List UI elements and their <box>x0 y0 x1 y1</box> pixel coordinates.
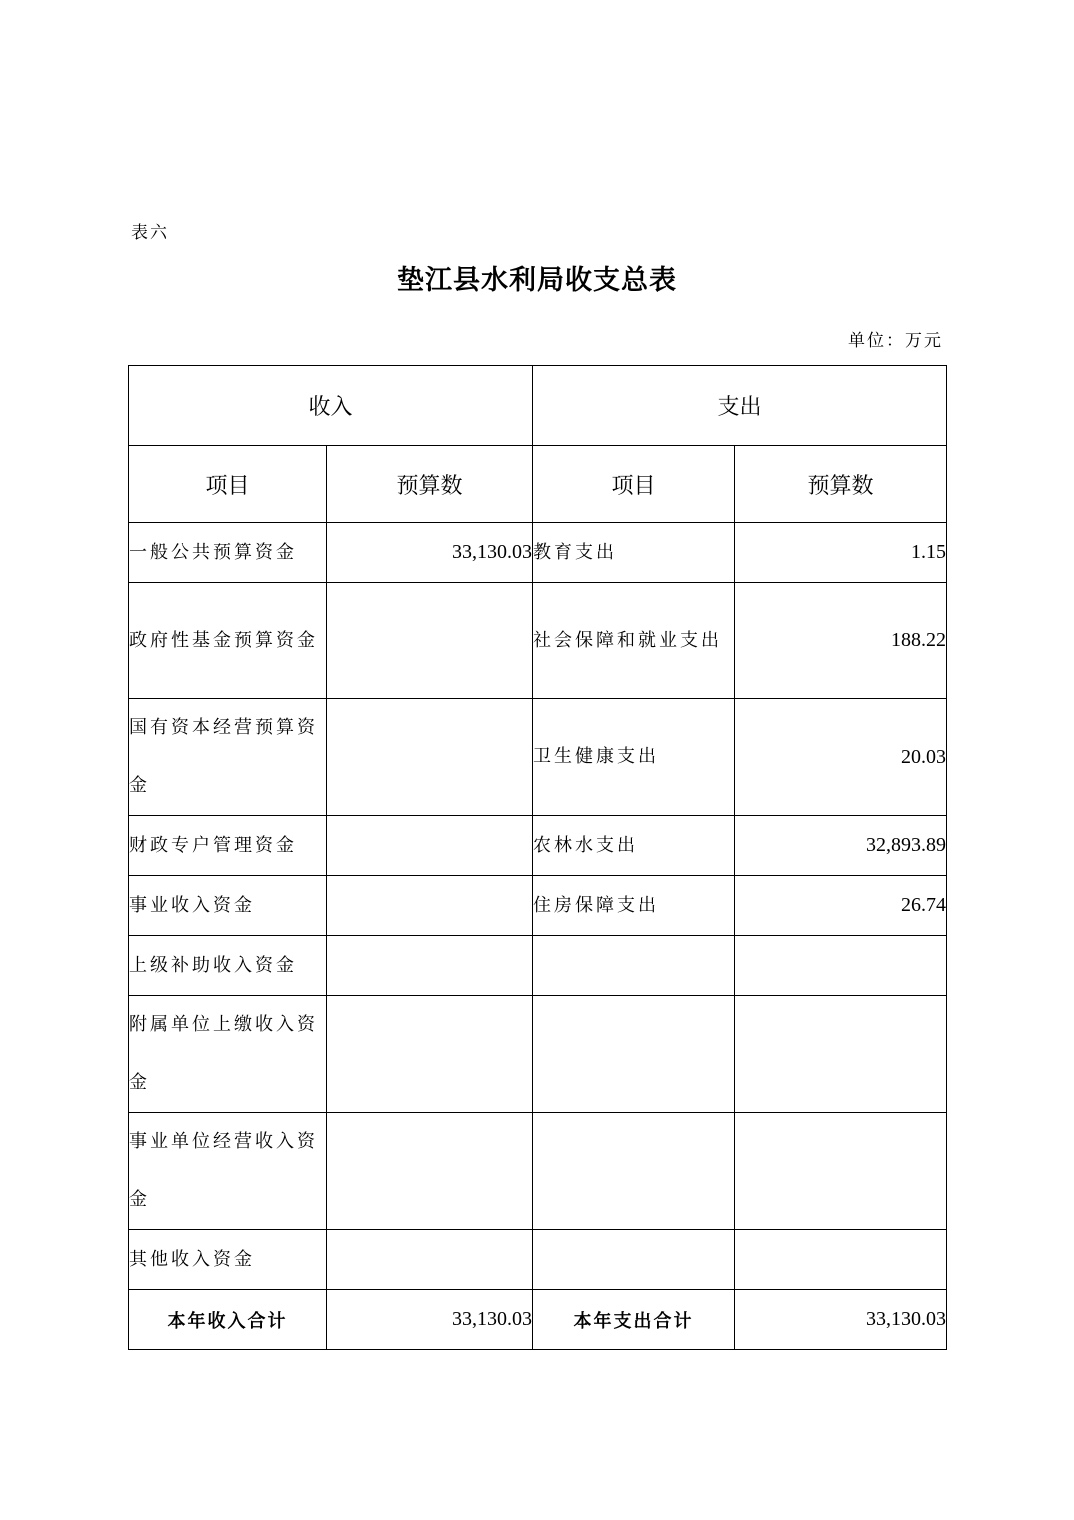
income-item-cell: 上级补助收入资金 <box>129 936 327 996</box>
expense-item-cell <box>533 936 735 996</box>
income-amount-cell <box>327 1113 533 1230</box>
expense-section-header: 支出 <box>533 366 947 446</box>
income-amount-cell <box>327 816 533 876</box>
income-expense-table <box>128 365 947 1350</box>
income-amount-cell: 33,130.03 <box>327 523 533 583</box>
income-amount-cell <box>327 936 533 996</box>
expense-amount-cell: 20.03 <box>735 699 947 816</box>
expense-amount-cell <box>735 1113 947 1230</box>
expense-item-column-header: 项目 <box>533 446 735 523</box>
income-amount-cell <box>327 699 533 816</box>
table-row <box>129 583 947 699</box>
expense-amount-cell: 188.22 <box>735 583 947 699</box>
expense-item-cell <box>533 996 735 1113</box>
table-row <box>129 523 947 583</box>
income-item-cell: 其他收入资金 <box>129 1230 327 1290</box>
expense-amount-cell <box>735 996 947 1113</box>
expense-amount-cell: 26.74 <box>735 876 947 936</box>
income-amount-cell <box>327 1230 533 1290</box>
income-item-cell: 政府性基金预算资金 <box>129 583 327 699</box>
income-total-label: 本年收入合计 <box>129 1290 327 1350</box>
table-row <box>129 876 947 936</box>
expense-amount-cell: 1.15 <box>735 523 947 583</box>
income-total-amount: 33,130.03 <box>327 1290 533 1350</box>
income-item-cell: 事业单位经营收入资金 <box>129 1113 327 1230</box>
expense-item-cell: 农林水支出 <box>533 816 735 876</box>
income-item-cell: 一般公共预算资金 <box>129 523 327 583</box>
expense-item-cell: 教育支出 <box>533 523 735 583</box>
income-section-header: 收入 <box>129 366 533 446</box>
section-header-row <box>129 366 947 446</box>
expense-item-cell: 住房保障支出 <box>533 876 735 936</box>
document-title: 垫江县水利局收支总表 <box>397 265 677 296</box>
income-item-cell: 附属单位上缴收入资金 <box>129 996 327 1113</box>
expense-amount-cell <box>735 936 947 996</box>
unit-label: 单位：万元 <box>848 331 943 351</box>
income-amount-cell <box>327 876 533 936</box>
table-row <box>129 936 947 996</box>
income-item-cell: 财政专户管理资金 <box>129 816 327 876</box>
expense-item-cell <box>533 1230 735 1290</box>
income-item-column-header: 项目 <box>129 446 327 523</box>
expense-amount-cell <box>735 1230 947 1290</box>
expense-item-cell: 卫生健康支出 <box>533 699 735 816</box>
table-row <box>129 1113 947 1230</box>
expense-amount-cell: 32,893.89 <box>735 816 947 876</box>
income-amount-cell <box>327 583 533 699</box>
income-item-cell: 事业收入资金 <box>129 876 327 936</box>
table-row <box>129 1230 947 1290</box>
table-row <box>129 699 947 816</box>
table-number-label: 表六 <box>131 223 169 243</box>
column-header-row <box>129 446 947 523</box>
income-amount-cell <box>327 996 533 1113</box>
table-row <box>129 996 947 1113</box>
income-item-cell: 国有资本经营预算资金 <box>129 699 327 816</box>
table-row <box>129 816 947 876</box>
expense-budget-column-header: 预算数 <box>735 446 947 523</box>
expense-total-label: 本年支出合计 <box>533 1290 735 1350</box>
expense-item-cell: 社会保障和就业支出 <box>533 583 735 699</box>
totals-row <box>129 1290 947 1350</box>
income-budget-column-header: 预算数 <box>327 446 533 523</box>
expense-item-cell <box>533 1113 735 1230</box>
expense-total-amount: 33,130.03 <box>735 1290 947 1350</box>
